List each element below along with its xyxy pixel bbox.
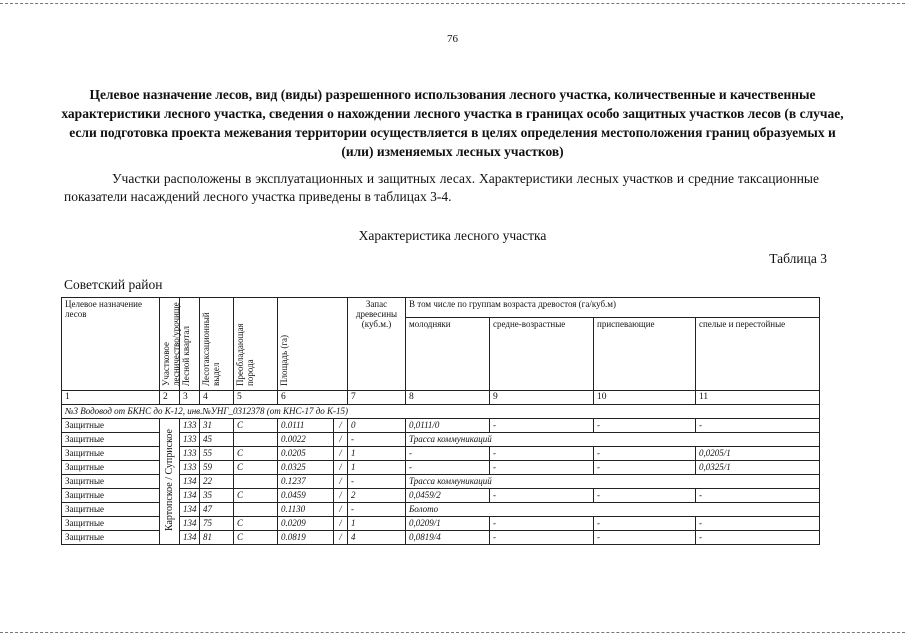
cell-area: 0.0459 [278,489,334,503]
column-number: 8 [406,391,490,405]
cell-middle: - [490,419,594,433]
cell-stock: - [348,475,406,489]
forestry-name: Картопское / Суприское [163,429,175,532]
column-number: 10 [594,391,696,405]
cell-maturing: - [594,447,696,461]
header-species-text: Преобладающая порода [235,323,255,386]
cell-stock: 0 [348,419,406,433]
header-purpose: Целевое назначение лесов [62,298,160,391]
section-heading: Целевое назначение лесов, вид (виды) разрешенного использования лесного участка, количественные и качественные характеристики лесного участка, сведения о нахождении лесного участка в границах особо защитных участков лесов (в случае, если подготовка проекта межевания территории осуществляется в целях определения местоположения границ образуемых и (или) изменяемых лесных участков) [61,87,844,159]
cell-stock: 4 [348,531,406,545]
cell-area: 0.1130 [278,503,334,517]
section-title-row [62,405,820,419]
cell-area: 0.0819 [278,531,334,545]
cell-purpose: Защитные [62,531,160,545]
cell-slash: / [334,433,348,447]
cell-area: 0.0205 [278,447,334,461]
cell-stock: 1 [348,447,406,461]
cell-purpose: Защитные [62,517,160,531]
cell-area: 0.1237 [278,475,334,489]
column-number: 1 [62,391,160,405]
cell-purpose: Защитные [62,503,160,517]
cell-quarter: 134 [180,503,200,517]
column-number: 6 [278,391,348,405]
header-quarter-text: Лесной квартал [181,325,191,386]
cell-species [234,503,278,517]
cell-forestry [160,419,180,545]
cell-species: С [234,419,278,433]
cell-maturing: - [594,489,696,503]
header-species [234,298,278,391]
cell-young: 0,0459/2 [406,489,490,503]
cell-maturing: - [594,531,696,545]
cell-note: Трасса коммуникаций [406,433,820,447]
cell-mature: 0,0205/1 [696,447,820,461]
cell-plot: 31 [200,419,234,433]
cell-middle: - [490,461,594,475]
page-number: 76 [447,33,458,45]
cell-plot: 81 [200,531,234,545]
column-number: 3 [180,391,200,405]
cell-purpose: Защитные [62,433,160,447]
cell-purpose: Защитные [62,475,160,489]
header-area-text: Площадь (га) [279,334,289,386]
cell-young: 0,0209/1 [406,517,490,531]
cell-maturing: - [594,461,696,475]
cell-quarter: 133 [180,419,200,433]
cell-maturing: - [594,517,696,531]
column-number: 11 [696,391,820,405]
cell-slash: / [334,447,348,461]
cell-mature: - [696,517,820,531]
cell-young: 0,0819/4 [406,531,490,545]
cell-stock: 1 [348,517,406,531]
cell-middle: - [490,447,594,461]
cell-species: С [234,489,278,503]
cell-slash: / [334,419,348,433]
cell-plot: 22 [200,475,234,489]
table-row [62,419,820,433]
cell-species: С [234,531,278,545]
header-forestry-text: Участковое лесничество/урочище [161,302,181,386]
cell-species [234,475,278,489]
scan-edge-bottom [0,632,905,633]
cell-mature: - [696,419,820,433]
cell-species: С [234,447,278,461]
cell-purpose: Защитные [62,461,160,475]
cell-plot: 55 [200,447,234,461]
header-forestry [160,298,180,391]
intro-paragraph: Участки расположены в эксплуатационных и защитных лесах. Характеристики лесных участков и средние таксационные показатели насаждений лесного участка приведены в таблицах 3-4. [64,171,819,204]
cell-slash: / [334,475,348,489]
cell-maturing: - [594,419,696,433]
cell-middle: - [490,489,594,503]
cell-species [234,433,278,447]
cell-mature: - [696,531,820,545]
header-plot-text: Лесотаксационный выдел [201,312,221,386]
header-middle: средне-возрастные [490,318,594,391]
cell-area: 0.0111 [278,419,334,433]
district-label: Советский район [64,277,163,292]
cell-area: 0.0022 [278,433,334,447]
cell-quarter: 133 [180,433,200,447]
pipeline-section-title: №3 Водовод от БКНС до К-12, инв.№УНГ_0312378 (от КНС-17 до К-15) [62,405,820,419]
column-number: 9 [490,391,594,405]
cell-slash: / [334,489,348,503]
cell-purpose: Защитные [62,447,160,461]
cell-young: - [406,447,490,461]
cell-quarter: 133 [180,447,200,461]
header-quarter [180,298,200,391]
cell-purpose: Защитные [62,489,160,503]
cell-stock: - [348,503,406,517]
header-age-groups: В том числе по группам возраста древостоя (га/куб.м) [406,298,820,318]
cell-stock: 2 [348,489,406,503]
header-mature: спелые и перестойные [696,318,820,391]
cell-middle: - [490,531,594,545]
cell-note: Трасса коммуникаций [406,475,820,489]
cell-stock: - [348,433,406,447]
cell-young: 0,0111/0 [406,419,490,433]
cell-quarter: 133 [180,461,200,475]
header-area [278,298,348,391]
header-stock: Запас древесины (куб.м.) [348,298,406,391]
cell-note: Болото [406,503,820,517]
column-number: 2 [160,391,180,405]
cell-plot: 35 [200,489,234,503]
cell-plot: 45 [200,433,234,447]
cell-quarter: 134 [180,489,200,503]
cell-young: - [406,461,490,475]
cell-slash: / [334,503,348,517]
cell-quarter: 134 [180,475,200,489]
cell-mature: - [696,489,820,503]
cell-middle: - [490,517,594,531]
forest-characteristics-table [61,297,820,545]
cell-plot: 75 [200,517,234,531]
table-number-label: Таблица 3 [769,251,827,266]
cell-slash: / [334,461,348,475]
cell-quarter: 134 [180,517,200,531]
cell-plot: 59 [200,461,234,475]
cell-plot: 47 [200,503,234,517]
header-plot [200,298,234,391]
cell-purpose: Защитные [62,419,160,433]
cell-slash: / [334,531,348,545]
cell-area: 0.0209 [278,517,334,531]
header-young: молодняки [406,318,490,391]
cell-slash: / [334,517,348,531]
header-maturing: приспевающие [594,318,696,391]
cell-stock: 1 [348,461,406,475]
cell-species: С [234,517,278,531]
cell-quarter: 134 [180,531,200,545]
cell-species: С [234,461,278,475]
column-number: 5 [234,391,278,405]
header-row [62,298,820,318]
cell-area: 0.0325 [278,461,334,475]
column-number: 7 [348,391,406,405]
cell-mature: 0,0325/1 [696,461,820,475]
column-number-row [62,391,820,405]
scan-edge-top [0,3,905,4]
column-number: 4 [200,391,234,405]
table-caption: Характеристика лесного участка [358,228,547,243]
